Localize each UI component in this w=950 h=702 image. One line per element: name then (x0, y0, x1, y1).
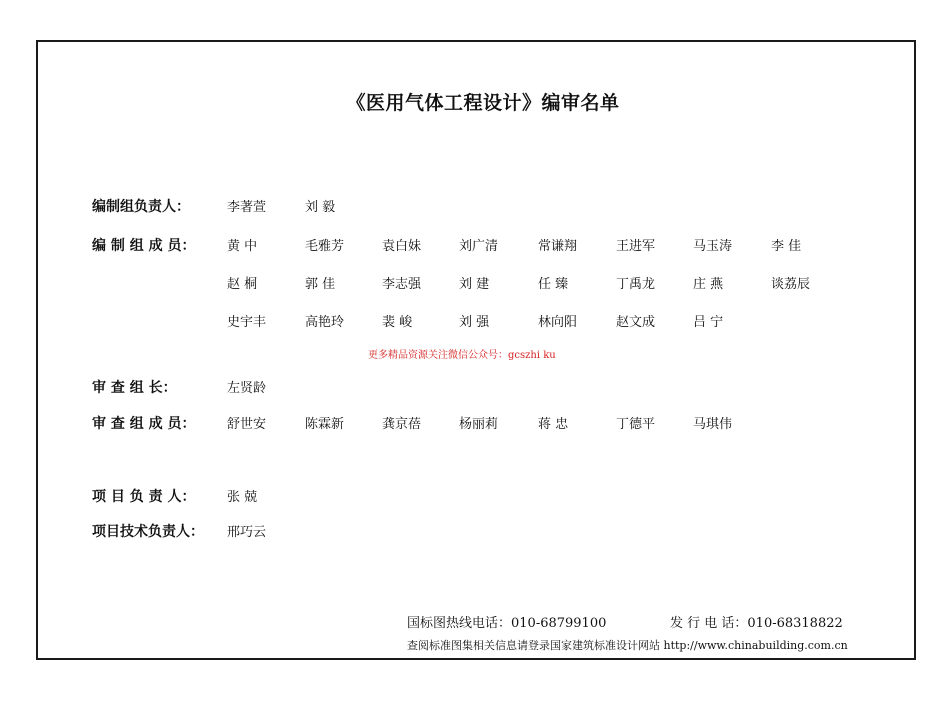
project-leader-name: 张 兢 (227, 490, 258, 505)
editor-name: 刘广清 (459, 239, 499, 254)
editor-name: 赵 桐 (227, 277, 258, 292)
editor-name: 裴 峻 (382, 315, 413, 330)
reviewer-name: 舒世安 (227, 417, 267, 432)
editors-label: 编 制 组 成 员： (92, 238, 196, 254)
tech-leader-label: 项目技术负责人： (92, 524, 204, 540)
review-leader-label: 审 查 组 长： (92, 380, 177, 396)
project-leader-label: 项 目 负 责 人： (92, 489, 196, 505)
editor-name: 史宇丰 (227, 315, 267, 330)
tech-leader-name: 邢巧云 (227, 525, 267, 540)
review-leader-name: 左贤龄 (227, 381, 267, 396)
page-title: 《医用气体工程设计》编审名单 (346, 92, 620, 114)
editor-name: 吕 宁 (693, 315, 724, 330)
reviewer-name: 蒋 忠 (538, 417, 569, 432)
editor-name: 毛雅芳 (305, 239, 345, 254)
editor-name: 林向阳 (538, 315, 578, 330)
watermark-note: 更多精品资源关注微信公众号：gcszhi ku (368, 350, 556, 361)
editor-name: 庄 燕 (693, 277, 724, 292)
reviewer-name: 马琪伟 (693, 417, 733, 432)
editor-name: 丁禹龙 (616, 277, 656, 292)
editor-name: 郭 佳 (305, 277, 336, 292)
reviewers-label: 审 查 组 成 员： (92, 416, 196, 432)
hotline-text: 国标图热线电话：010-68799100 (407, 616, 607, 631)
reviewer-name: 龚京蓓 (382, 417, 422, 432)
editor-name: 王进军 (616, 239, 656, 254)
editor-leader-name: 刘 毅 (305, 200, 336, 215)
editor-name: 李志强 (382, 277, 422, 292)
editor-name: 李 佳 (771, 239, 802, 254)
website-note: 查阅标准图集相关信息请登录国家建筑标准设计网站 http://www.chinabuilding.com.cn (407, 639, 848, 652)
editor-name: 黄 中 (227, 239, 258, 254)
reviewer-name: 丁德平 (616, 417, 656, 432)
editor-name: 高艳玲 (305, 315, 345, 330)
publish-phone-text: 发 行 电 话：010-68318822 (670, 616, 843, 631)
reviewer-name: 杨丽莉 (459, 417, 499, 432)
editor-name: 谈荔辰 (771, 277, 811, 292)
editor-leader-label: 编制组负责人： (92, 199, 190, 215)
editor-name: 袁白妹 (382, 239, 422, 254)
editor-name: 刘 强 (459, 315, 490, 330)
editor-name: 刘 建 (459, 277, 490, 292)
reviewer-name: 陈霖新 (305, 417, 345, 432)
editor-name: 任 臻 (538, 277, 569, 292)
editor-leader-name: 李著萱 (227, 200, 267, 215)
editor-name: 赵文成 (616, 315, 656, 330)
editor-name: 常谦翔 (538, 239, 578, 254)
editor-name: 马玉涛 (693, 239, 733, 254)
